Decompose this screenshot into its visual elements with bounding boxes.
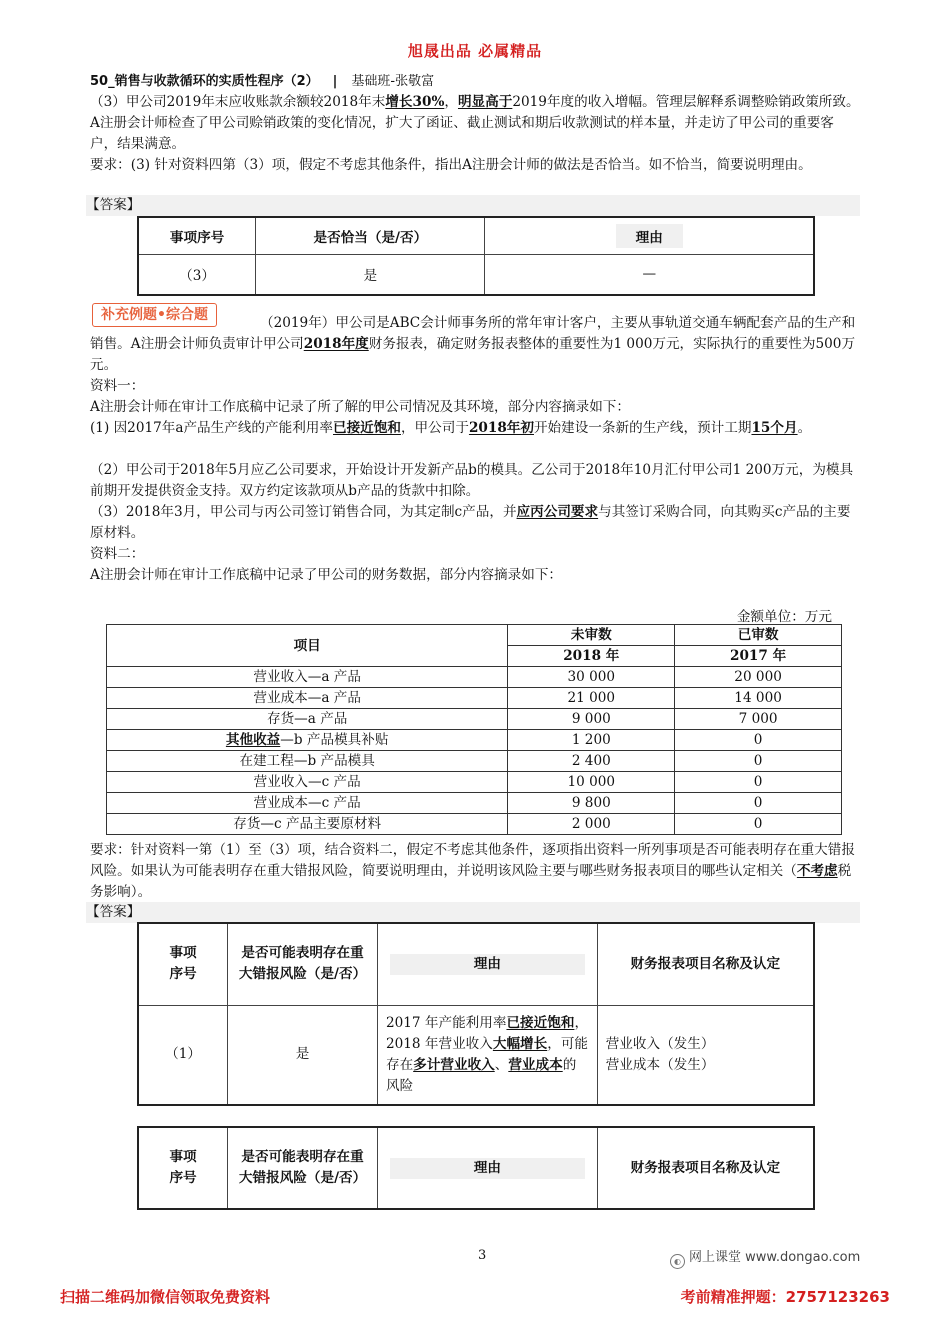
answer-table-3 (137, 1126, 815, 1210)
row-value-2018: 9 800 (508, 793, 675, 814)
header-no (138, 923, 228, 1005)
row-value-2017: 7 000 (675, 709, 842, 730)
header-item-assertion: 财务报表项目名称及认定 (597, 923, 814, 1005)
table-row (107, 814, 842, 835)
table-header (256, 217, 485, 255)
header-cell: 是否可能表明存在重大错报风险（是/否） (238, 1149, 367, 1186)
header-cell: 事项序号 (169, 1149, 197, 1186)
text-run: 税务影响）。 (90, 863, 852, 900)
item-text: —b 产品模具补贴 (280, 732, 389, 748)
header-cell: 理由 (390, 1158, 585, 1179)
material-2-desc: A注册会计师在审计工作底稿中记录了甲公司的财务数据，部分内容摘录如下： (90, 567, 563, 583)
material-1-item-3 (90, 502, 860, 544)
header-cell: 事项序号 (169, 230, 225, 246)
table-cell: — (485, 255, 814, 295)
header-unaudited: 未审数 (508, 625, 675, 646)
text-run: 财务报表，确定财务报表整体的重要性为1 000万元，实际执行的重要性为500万元。 (90, 336, 856, 373)
row-value-2017: 0 (675, 772, 842, 793)
item-text: 营业收入—c 产品 (253, 774, 361, 790)
row-item (107, 688, 508, 709)
row-value-2017: 0 (675, 814, 842, 835)
item-text: 存货—c 产品主要原材料 (233, 816, 382, 832)
emphasis-text: 大幅增长 (492, 1035, 548, 1052)
text-run: ，甲公司于 (400, 420, 469, 436)
item-text: 在建工程—b 产品模具 (239, 753, 375, 769)
header-separator: | (332, 74, 338, 89)
header-no (138, 1127, 228, 1209)
row-item (107, 730, 508, 751)
answer-table-1 (137, 216, 815, 296)
emphasis-text: 15个月 (751, 420, 798, 436)
item-text: 营业成本—c 产品 (253, 795, 361, 811)
row-value-2018: 1 200 (508, 730, 675, 751)
emphasis-text: 2018年度 (303, 336, 369, 352)
dongao-logo (670, 1246, 860, 1269)
header-year-audited: 2017 年 (675, 646, 842, 667)
text-run: 开始建设一条新的生产线，预计工期 (533, 420, 752, 436)
emphasis-text: 已接近饱和 (333, 420, 401, 436)
row-value-2017: 0 (675, 793, 842, 814)
row-value-2018: 21 000 (508, 688, 675, 709)
row-value-2017: 20 000 (675, 667, 842, 688)
row-no: （1） (138, 1005, 228, 1105)
emphasis-text: 增长30% (385, 94, 445, 110)
supplement-badge: 补充例题•综合题 (92, 303, 217, 327)
material-1-item-2: （2）甲公司于2018年5月应乙公司要求，开始设计开发新产品b的模具。乙公司于2018年10月汇付甲公司1 200万元，为模具前期开发提供资金支持。双方约定该款项从b产品的货款中扣除。 (90, 462, 854, 499)
text-run: 2019年度的收入增幅。管理层解释系调整赊销政策所致。A注册会计师检查了甲公司赊销政策的变化情况，扩大了函证、截止测试和期后收款测试的样本量，并走访了甲公司的重要客户，结果满意。 (90, 94, 860, 152)
table-cell: 是 (256, 255, 485, 295)
text-run: ，2018 年营业收入 (385, 1014, 589, 1052)
header-cell: 理由 (390, 954, 585, 975)
header-reason (378, 1127, 598, 1209)
amount-unit: 金额单位：万元 (736, 609, 832, 625)
header-cell: 事项序号 (169, 945, 197, 983)
case-intro (90, 313, 860, 376)
row-value-2018: 2 000 (508, 814, 675, 835)
table-header (138, 217, 256, 255)
header-cell: 是否恰当（是/否） (313, 230, 428, 246)
answer-table-2 (137, 922, 815, 1106)
text-run: 要求：针对资料一第（1）至（3）项，结合资料二，假定不考虑其他条件，逐项指出资料一所列事项是否可能表明存在重大错报风险。如果认为可能表明存在重大错报风险，简要说明理由，并说明该风险主要与哪些财务报表项目的哪些认定相关（ (90, 842, 855, 879)
emphasis-text: 不考虑 (796, 863, 838, 879)
page-number: 3 (478, 1248, 487, 1263)
header-item-assertion: 财务报表项目名称及认定 (597, 1127, 814, 1209)
table-row (107, 751, 842, 772)
row-item (107, 793, 508, 814)
table-row (107, 793, 842, 814)
footer-left-note: 扫描二维码加微信领取免费资料 (60, 1288, 271, 1306)
row-value-2017: 14 000 (675, 688, 842, 709)
text-run: （2019年）甲公司是ABC会计师事务所的常年审计客户，主要从事轨道交通车辆配套产品的生产和销售。A注册会计师负责审计甲公司 (90, 315, 856, 352)
row-item (107, 751, 508, 772)
row-item (107, 667, 508, 688)
header-cell: 理由 (616, 224, 683, 248)
text-run: （3）2018年3月，甲公司与丙公司签订销售合同，为其定制c产品，并 (90, 504, 517, 520)
emphasis-text: 其他收益 (225, 732, 281, 748)
assertion-line: 营业成本（发生） (605, 1056, 715, 1073)
course-title: 50_销售与收款循环的实质性程序（2） (90, 74, 319, 89)
table-row (107, 667, 842, 688)
row-value-2017: 0 (675, 730, 842, 751)
header-year-unaudited: 2018 年 (508, 646, 675, 667)
emphasis-text: 应丙公司要求 (516, 504, 599, 520)
text-run: 、 (494, 1056, 509, 1073)
text-run: (1) 因2017年a产品生产线的产能利用率 (90, 420, 333, 436)
assertion-line: 营业收入（发生） (605, 1035, 715, 1052)
table-row (107, 730, 842, 751)
row-risk: 是 (228, 1005, 378, 1105)
emphasis-text: 营业成本 (508, 1056, 563, 1073)
text-run: 2017 年产能利用率 (385, 1014, 507, 1031)
row-item (107, 814, 508, 835)
material-1-title: 资料一： (90, 378, 145, 394)
emphasis-text: 明显高于 (457, 94, 513, 110)
emphasis-text: 2018年初 (468, 420, 534, 436)
header-item: 项目 (107, 625, 508, 667)
course-header (90, 70, 434, 89)
row-item-assertion (597, 1005, 814, 1105)
material-1-item-1 (90, 418, 860, 439)
header-risk (228, 1127, 378, 1209)
text-run: ，可能存在 (385, 1035, 589, 1073)
teacher-name: 基础班-张敬富 (351, 74, 435, 89)
text-run: 。 (797, 420, 812, 436)
header-risk (228, 923, 378, 1005)
table-row (107, 709, 842, 730)
header-reason (377, 923, 597, 1005)
row-value-2018: 10 000 (508, 772, 675, 793)
row-value-2018: 30 000 (508, 667, 675, 688)
footer-right-note: 考前精准押题：2757123263 (680, 1288, 890, 1306)
row-value-2017: 0 (675, 751, 842, 772)
text-run: 的风险 (385, 1056, 577, 1094)
item-text: 营业收入—a 产品 (253, 669, 361, 685)
header-cell: 是否可能表明存在重大错报风险（是/否） (238, 945, 367, 983)
material-1-desc: A注册会计师在审计工作底稿中记录了所了解的甲公司情况及其环境，部分内容摘录如下： (90, 399, 630, 415)
requirement-main (90, 840, 860, 903)
item-text: 存货—a 产品 (266, 711, 348, 727)
table-cell: （3） (138, 255, 256, 295)
table-row (107, 688, 842, 709)
question-3-text (90, 92, 860, 155)
material-2-title: 资料二： (90, 546, 145, 562)
text-run: ， (444, 94, 458, 110)
item-text: 营业成本—a 产品 (253, 690, 361, 706)
answer-label: 【答案】 (86, 195, 860, 216)
row-value-2018: 2 400 (508, 751, 675, 772)
emphasis-text: 已接近饱和 (506, 1014, 575, 1031)
text-run: （3）甲公司2019年末应收账款余额较2018年末 (90, 94, 386, 110)
row-value-2018: 9 000 (508, 709, 675, 730)
logo-icon: ◐ (670, 1254, 685, 1269)
logo-text: 网上课堂 www.dongao.com (689, 1250, 861, 1265)
text-run: 与其签订采购合同，向其购买c产品的主要原材料。 (90, 504, 851, 541)
table-header (485, 217, 814, 255)
row-reason (377, 1005, 597, 1105)
financial-data-table (106, 624, 842, 835)
requirement-3: 要求：(3) 针对资料四第（3）项，假定不考虑其他条件，指出A注册会计师的做法是否恰当。如不恰当，简要说明理由。 (90, 157, 812, 173)
header-audited: 已审数 (675, 625, 842, 646)
table-row (107, 772, 842, 793)
answer-label: 【答案】 (86, 902, 860, 923)
row-item (107, 772, 508, 793)
page-banner: 旭晟出品 必属精品 (407, 42, 543, 60)
emphasis-text: 多计营业收入 (413, 1056, 495, 1073)
row-item (107, 709, 508, 730)
